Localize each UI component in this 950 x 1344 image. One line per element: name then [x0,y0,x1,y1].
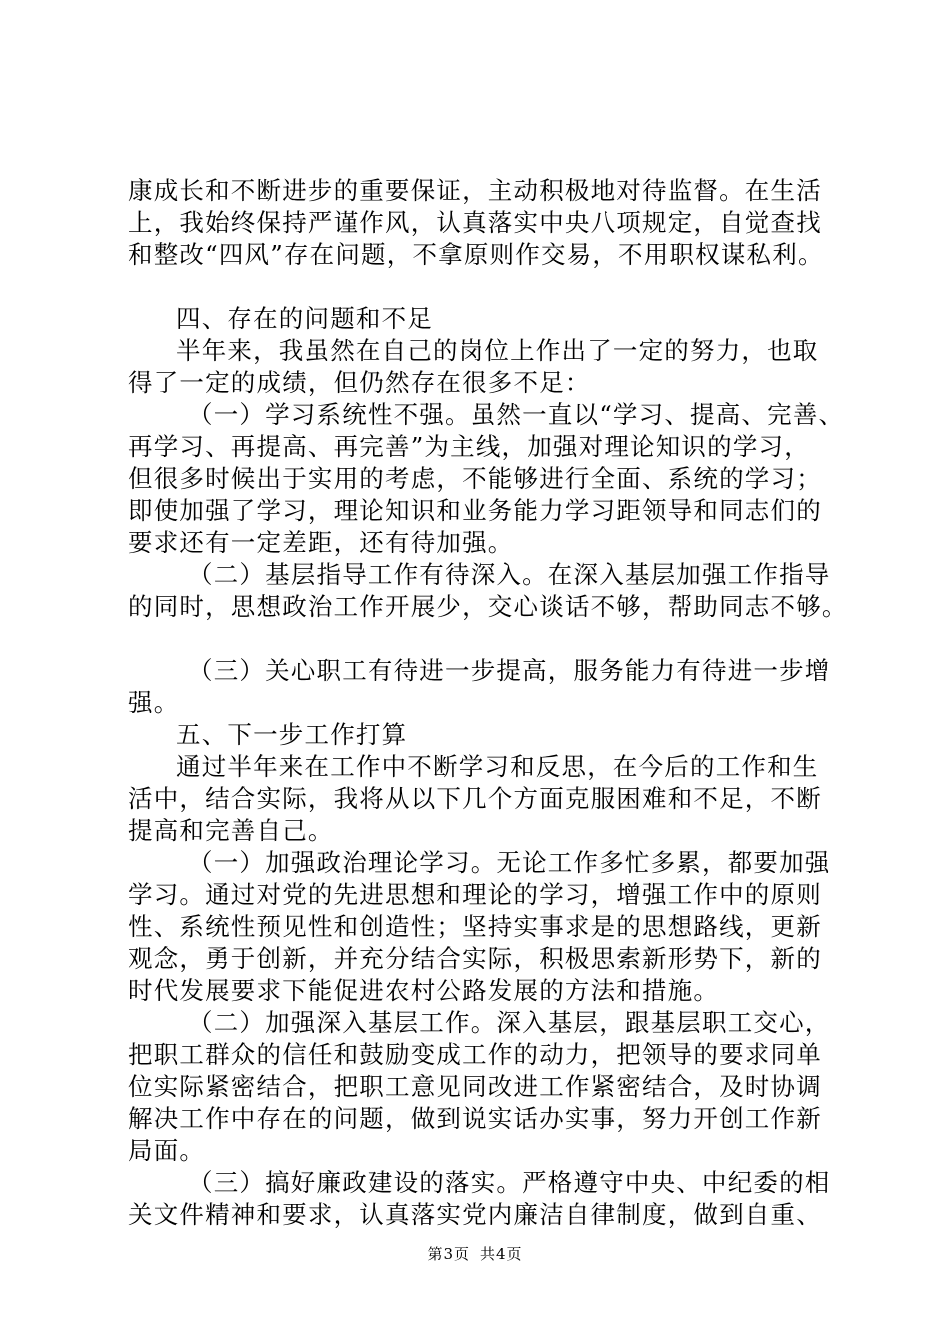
text-line: 观念，勇于创新，并充分结合实际，积极思索新形势下，新的 [128,944,822,973]
text-line: （二）基层指导工作有待深入。在深入基层加强工作指导 [188,560,831,589]
text-line: （三）搞好廉政建设的落实。严格遵守中央、中纪委的相 [188,1168,831,1197]
text-line: 得了一定的成绩，但仍然存在很多不足： [128,368,591,397]
text-line: 通过半年来在工作中不断学习和反思，在今后的工作和生 [176,752,819,781]
text-line: 再学习、再提高、再完善”为主线，加强对理论知识的学习， [128,432,810,461]
text-line: 的同时，思想政治工作开展少，交心谈话不够，帮助同志不够。 [128,592,848,621]
text-line: 但很多时候出于实用的考虑，不能够进行全面、系统的学习； [128,464,822,493]
text-line: 提高和完善自己。 [128,816,334,845]
text-line: 解决工作中存在的问题，做到说实话办实事，努力开创工作新 [128,1104,822,1133]
text-line: 即使加强了学习，理论知识和业务能力学习距领导和同志们的 [128,496,822,525]
text-line: 强。 [128,688,180,717]
text-line: 半年来，我虽然在自己的岗位上作出了一定的努力，也取 [176,336,819,365]
text-line: 位实际紧密结合，把职工意见同改进工作紧密结合，及时协调 [128,1072,822,1101]
page-number-current: 第3页 [427,1245,470,1263]
text-line: （三）关心职工有待进一步提高，服务能力有待进一步增 [188,656,831,685]
section-heading: 四、存在的问题和不足 [176,304,433,333]
page-number-total: 共4页 [480,1245,523,1263]
text-line: 性、系统性预见性和创造性；坚持实事求是的思想路线，更新 [128,912,822,941]
text-line: 活中，结合实际，我将从以下几个方面克服困难和不足，不断 [128,784,822,813]
paragraph-gap [128,271,848,303]
text-line: 学习。通过对党的先进思想和理论的学习，增强工作中的原则 [128,880,822,909]
section-heading: 五、下一步工作打算 [176,720,408,749]
page-footer [0,1244,950,1264]
text-line: 上，我始终保持严谨作风，认真落实中央八项规定，自觉查找 [128,208,822,237]
text-line: （二）加强深入基层工作。深入基层，跟基层职工交心， [188,1008,831,1037]
text-line: 把职工群众的信任和鼓励变成工作的动力，把领导的要求同单 [128,1040,822,1069]
text-line: 关文件精神和要求，认真落实党内廉洁自律制度，做到自重、 [128,1200,822,1229]
text-line: 局面。 [128,1136,206,1165]
document-body [128,175,848,1231]
paragraph-gap [128,623,848,655]
text-line: （一）加强政治理论学习。无论工作多忙多累，都要加强 [188,848,831,877]
text-line: 和整改“四风”存在问题，不拿原则作交易，不用职权谋私利。 [128,240,824,269]
text-line: 时代发展要求下能促进农村公路发展的方法和措施。 [128,976,720,1005]
text-line: 康成长和不断进步的重要保证，主动积极地对待监督。在生活 [128,176,822,205]
text-line: （一）学习系统性不强。虽然一直以“学习、提高、完善、 [188,400,845,429]
text-line: 要求还有一定差距，还有待加强。 [128,528,514,557]
